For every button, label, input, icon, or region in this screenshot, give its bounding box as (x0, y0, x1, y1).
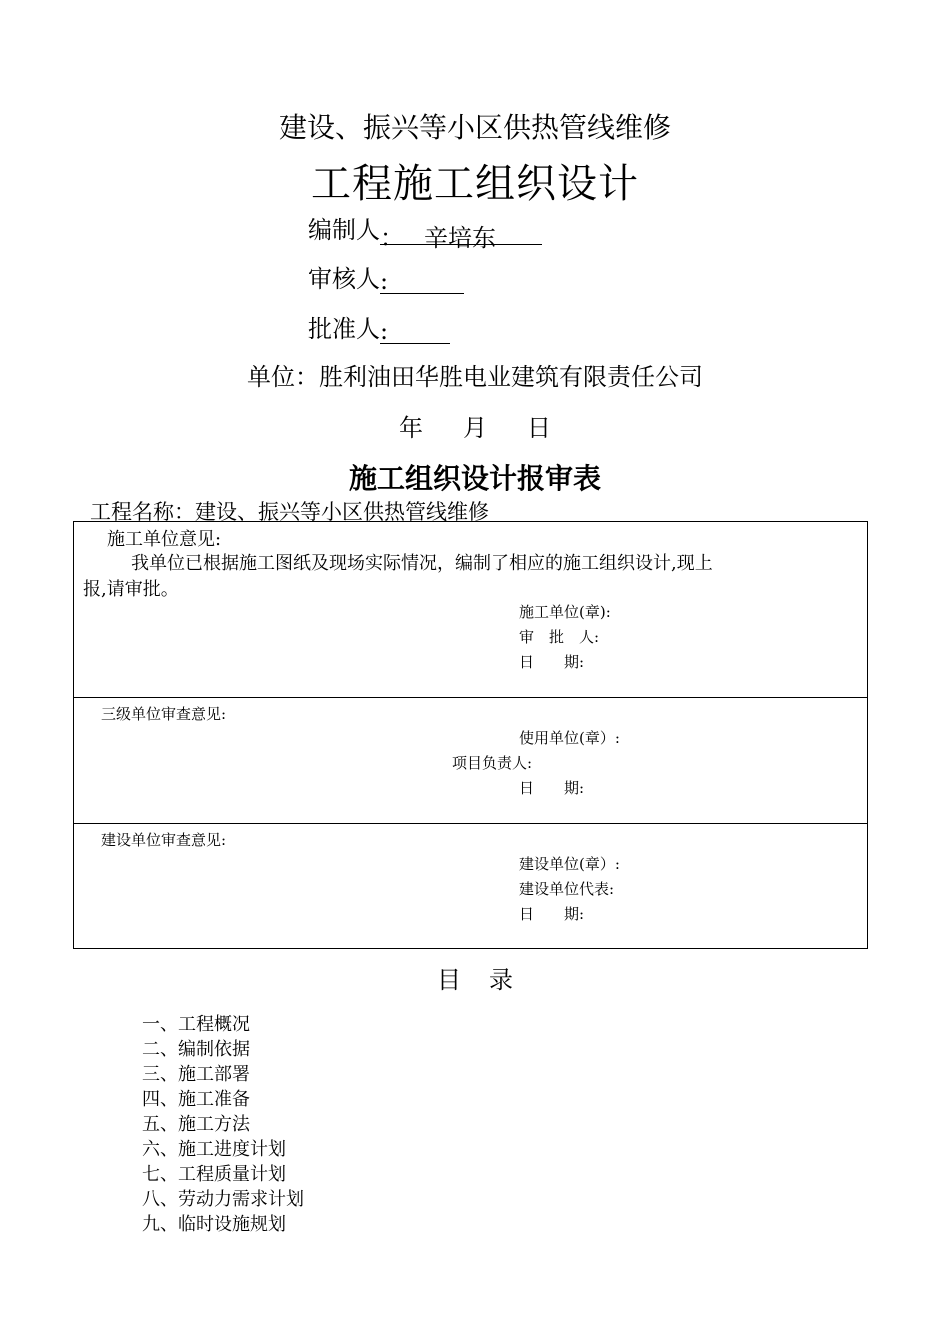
owner-heading: 建设单位审查意见: (101, 831, 227, 849)
toc-item: 一、工程概况 (142, 1014, 250, 1035)
reviewer-underline (380, 267, 464, 294)
third-level-heading: 三级单位审查意见: (101, 705, 227, 723)
reviewer-line (308, 259, 464, 294)
reviewer-colon: : (380, 267, 389, 295)
table-of-contents (142, 1012, 304, 1237)
form-title: 施工组织设计报审表 (348, 462, 601, 495)
owner-representative: 建设单位代表: (519, 880, 615, 898)
toc-item: 二、编制依据 (142, 1039, 250, 1060)
project-name: 工程名称：建设、振兴等小区供热管线维修 (90, 500, 489, 524)
contractor-seal: 施工单位(章): (519, 603, 611, 621)
toc-item: 五、施工方法 (142, 1114, 250, 1135)
owner-review-box (73, 823, 868, 949)
editor-label: 编制人 (308, 216, 380, 244)
toc-item: 九、临时设施规划 (142, 1214, 286, 1235)
approver-line (308, 309, 450, 344)
contractor-heading: 施工单位意见: (107, 529, 222, 550)
toc-item: 四、施工准备 (142, 1089, 250, 1110)
reviewer-label: 审核人 (308, 265, 380, 293)
third-level-review-box (73, 697, 868, 824)
date-day: 日 (527, 414, 551, 442)
owner-date: 日 期: (519, 905, 585, 923)
user-unit-seal: 使用单位(章）: (519, 729, 620, 747)
toc-title-char2: 录 (489, 966, 513, 994)
toc-title-char1: 目 (437, 966, 461, 994)
document-title: 工程施工组织设计 (311, 161, 639, 207)
editor-line (308, 210, 542, 252)
project-leader: 项目负责人: (452, 754, 533, 772)
editor-name: 辛培东 (424, 224, 496, 252)
contractor-body-line2: 报,请审批。 (83, 579, 179, 600)
contractor-approver: 审 批 人: (519, 628, 600, 646)
editor-colon: ： (380, 224, 404, 252)
date-month: 月 (463, 414, 487, 442)
date-line (0, 408, 950, 443)
approver-label: 批准人 (308, 315, 380, 343)
document-subtitle: 建设、振兴等小区供热管线维修 (278, 111, 671, 144)
approver-colon: : (380, 317, 389, 345)
toc-item: 八、劳动力需求计划 (142, 1189, 304, 1210)
contractor-opinion-box (73, 521, 868, 698)
toc-title (0, 960, 950, 995)
toc-item: 三、施工部署 (142, 1064, 250, 1085)
owner-unit-seal: 建设单位(章）: (519, 855, 620, 873)
toc-item: 六、施工进度计划 (142, 1139, 286, 1160)
approver-underline (380, 317, 450, 344)
date-year: 年 (399, 414, 423, 442)
editor-underline (380, 218, 542, 252)
company-unit: 单位：胜利油田华胜电业建筑有限责任公司 (247, 363, 703, 391)
contractor-body-line1: 我单位已根据施工图纸及现场实际情况，编制了相应的施工组织设计,现上 (131, 553, 713, 574)
third-level-date: 日 期: (519, 779, 585, 797)
contractor-date: 日 期: (519, 653, 585, 671)
toc-item: 七、工程质量计划 (142, 1164, 286, 1185)
